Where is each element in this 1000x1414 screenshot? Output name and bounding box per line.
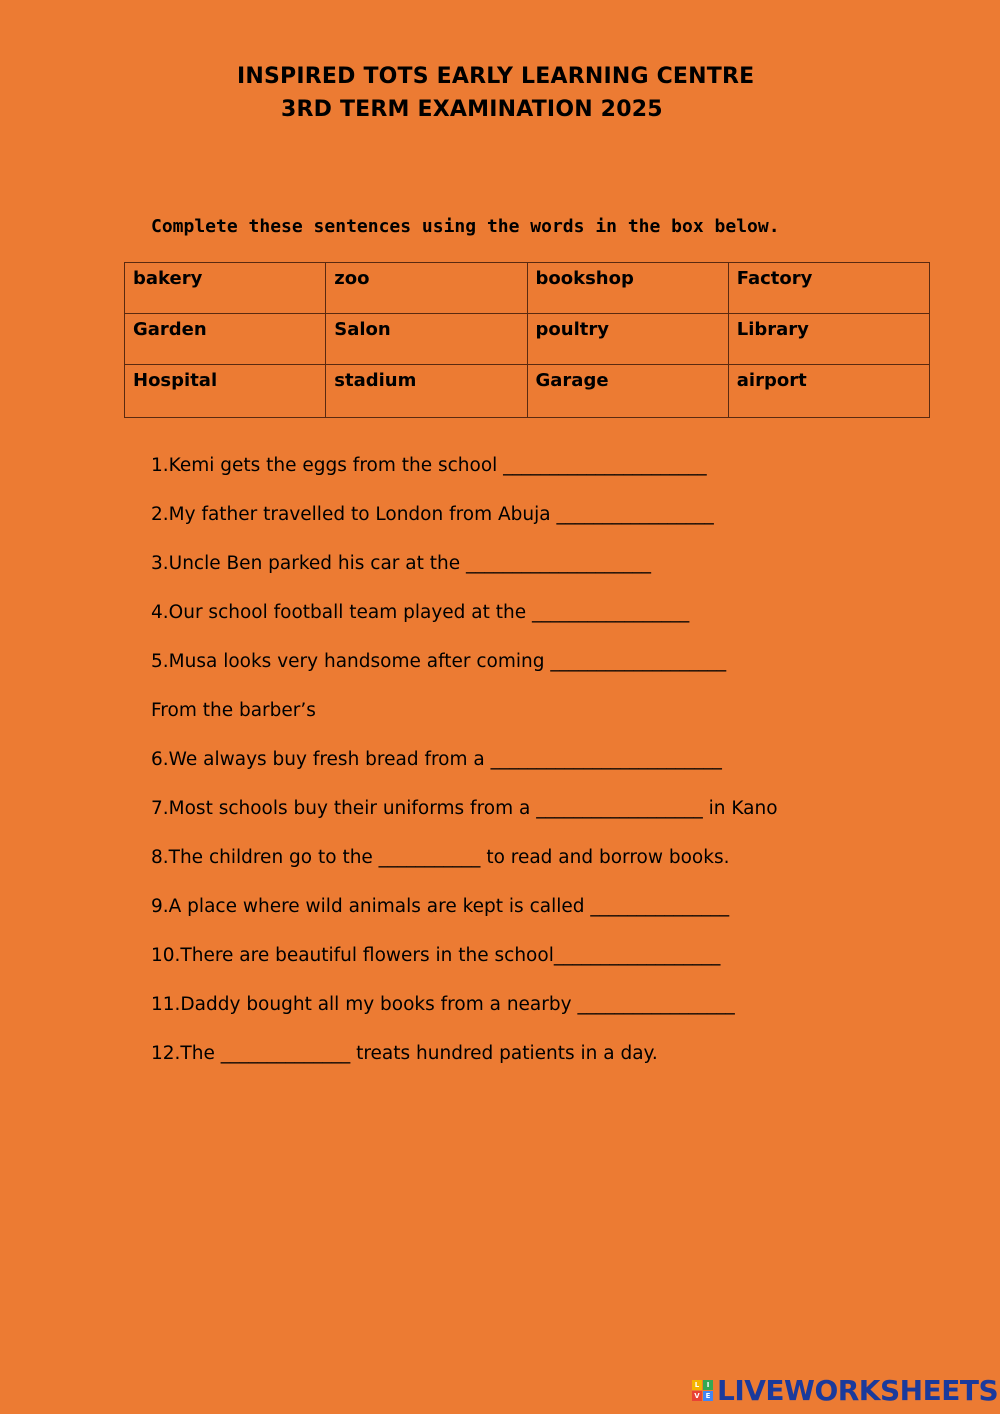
logo-square-l: L (692, 1380, 702, 1390)
word-cell: Garage (527, 365, 728, 418)
word-cell: bakery (125, 263, 326, 314)
logo-squares-icon (692, 1380, 713, 1401)
question-8: 8.The children go to the ___________ to read and borrow books. (151, 847, 730, 868)
question-5-continuation: From the barber’s (151, 700, 316, 721)
logo-square-v: V (692, 1391, 702, 1401)
question-12: 12.The ______________ treats hundred patients in a day. (151, 1043, 658, 1064)
logo-square-i: I (703, 1380, 713, 1390)
liveworksheets-logo (692, 1374, 998, 1406)
question-2: 2.My father travelled to London from Abuja _________________ (151, 504, 714, 525)
word-cell: bookshop (527, 263, 728, 314)
logo-text: LIVEWORKSHEETS (717, 1373, 999, 1407)
question-1: 1.Kemi gets the eggs from the school ______________________ (151, 455, 707, 476)
word-cell: poultry (527, 314, 728, 365)
question-9: 9.A place where wild animals are kept is called _______________ (151, 896, 730, 917)
word-cell: airport (728, 365, 929, 418)
word-cell: stadium (326, 365, 527, 418)
question-7: 7.Most schools buy their uniforms from a __________________ in Kano (151, 798, 778, 819)
instruction-text: Complete these sentences using the words in the box below. (151, 216, 780, 237)
question-6: 6.We always buy fresh bread from a _________________________ (151, 749, 722, 770)
exam-title: 3RD TERM EXAMINATION 2025 (281, 97, 663, 122)
word-cell: Garden (125, 314, 326, 365)
word-cell: Hospital (125, 365, 326, 418)
table-row (125, 263, 930, 314)
question-5: 5.Musa looks very handsome after coming ___________________ (151, 651, 727, 672)
question-10: 10.There are beautiful flowers in the school__________________ (151, 945, 721, 966)
logo-square-e: E (703, 1391, 713, 1401)
school-name: INSPIRED TOTS EARLY LEARNING CENTRE (237, 64, 755, 89)
word-cell: zoo (326, 263, 527, 314)
word-cell: Salon (326, 314, 527, 365)
question-4: 4.Our school football team played at the _________________ (151, 602, 690, 623)
word-cell: Factory (728, 263, 929, 314)
word-box-table (124, 262, 930, 418)
question-11: 11.Daddy bought all my books from a nearby _________________ (151, 994, 735, 1015)
table-row (125, 314, 930, 365)
word-cell: Library (728, 314, 929, 365)
table-row (125, 365, 930, 418)
question-3: 3.Uncle Ben parked his car at the ____________________ (151, 553, 652, 574)
